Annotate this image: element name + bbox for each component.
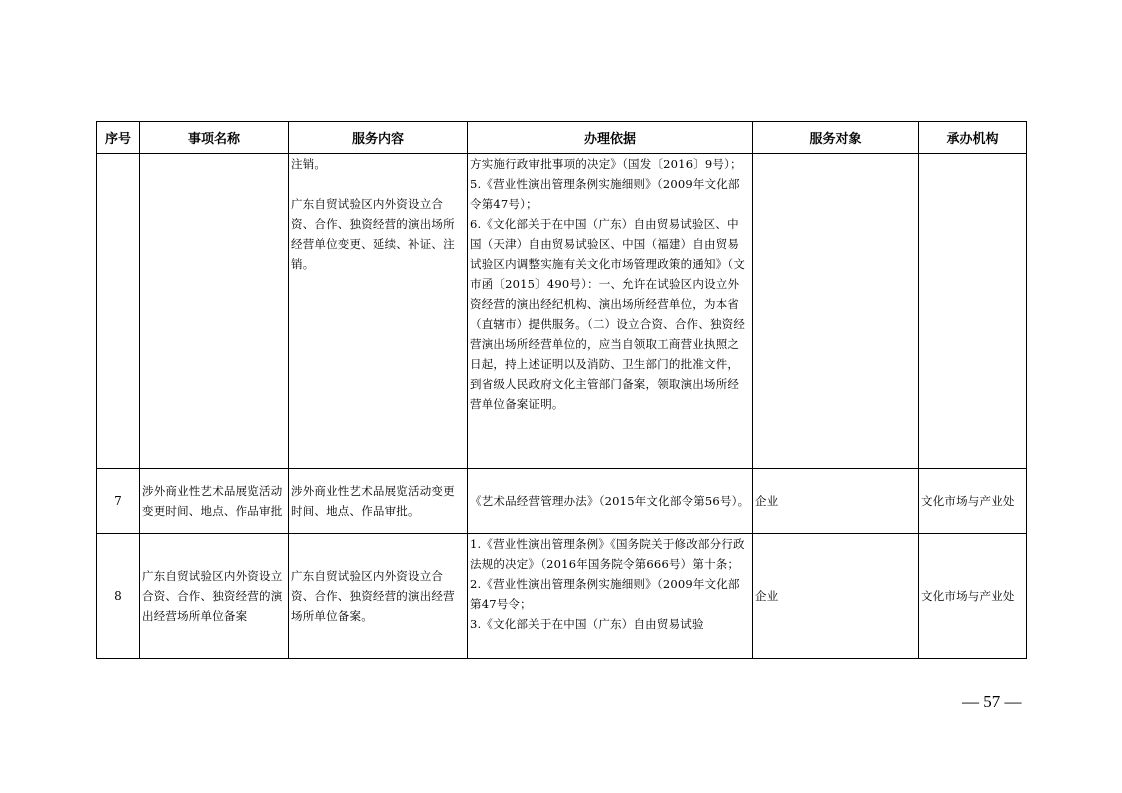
content-text: 注销。: [291, 157, 327, 171]
header-legal-basis: 办理依据: [468, 122, 753, 154]
table-row: [97, 534, 1027, 659]
table-row: [97, 154, 1027, 469]
item-name-cell: 涉外商业性艺术品展览活动变更时间、地点、作品审批: [140, 469, 289, 534]
content-spacer: [291, 174, 465, 194]
legal-basis-cell: [468, 154, 753, 469]
basis-text: 1.《营业性演出管理条例》《国务院关于修改部分行政法规的决定》（2016年国务院令第666号）第十条；: [470, 537, 745, 571]
row-number-cell: [97, 154, 140, 469]
agency-cell: [919, 154, 1027, 469]
basis-text: 5.《营业性演出管理条例实施细则》（2009年文化部令第47号）；: [470, 177, 740, 211]
content-text: 广东自贸试验区内外资设立合资、合作、独资经营的演出场所经营单位变更、延续、补证、注销。: [291, 197, 455, 271]
document-table: [96, 121, 1027, 659]
row-number-cell: 8: [97, 534, 140, 659]
table-row: [97, 469, 1027, 534]
service-content-cell: 广东自贸试验区内外资设立合资、合作、独资经营的演出经营场所单位备案。: [289, 534, 468, 659]
basis-text: 3.《文化部关于在中国（广东）自由贸易试验: [470, 617, 704, 631]
service-target-cell: [753, 154, 919, 469]
header-agency: 承办机构: [919, 122, 1027, 154]
header-item-name: 事项名称: [140, 122, 289, 154]
basis-text: 方实施行政审批事项的决定》（国发〔2016〕9号）；: [470, 157, 742, 171]
legal-basis-cell: [468, 534, 753, 659]
basis-text: 6.《文化部关于在中国（广东）自由贸易试验区、中国（天津）自由贸易试验区、中国（福建）自由贸易试验区内调整实施有关文化市场管理政策的通知》（文市函〔2015〕490号）：一、允许在试验区内设立外资经营的演出经纪机构、演出场所经营单位，为本省（直辖市）提供服务。（二）设立合资、合作、独资经营演出场所经营单位的，应当自领取工商营业执照之日起，持上述证明以及消防、卫生部门的批准文件，到省级人民政府文化主管部门备案，领取演出场所经营单位备案证明。: [470, 217, 746, 411]
legal-basis-cell: 《艺术品经营管理办法》（2015年文化部令第56号）。: [468, 469, 753, 534]
item-name-cell: 广东自贸试验区内外资设立合资、合作、独资经营的演出经营场所单位备案: [140, 534, 289, 659]
row-number-cell: 7: [97, 469, 140, 534]
service-content-cell: [289, 154, 468, 469]
header-service-content: 服务内容: [289, 122, 468, 154]
service-target-cell: 企业: [753, 534, 919, 659]
table-header-row: [97, 122, 1027, 154]
basis-text: 2.《营业性演出管理条例实施细则》（2009年文化部第47号令；: [470, 577, 740, 611]
page-number: — 57 —: [962, 692, 1022, 711]
agency-cell: 文化市场与产业处: [919, 469, 1027, 534]
service-target-cell: 企业: [753, 469, 919, 534]
service-content-cell: 涉外商业性艺术品展览活动变更时间、地点、作品审批。: [289, 469, 468, 534]
header-number: 序号: [97, 122, 140, 154]
header-service-target: 服务对象: [753, 122, 919, 154]
agency-cell: 文化市场与产业处: [919, 534, 1027, 659]
item-name-cell: [140, 154, 289, 469]
